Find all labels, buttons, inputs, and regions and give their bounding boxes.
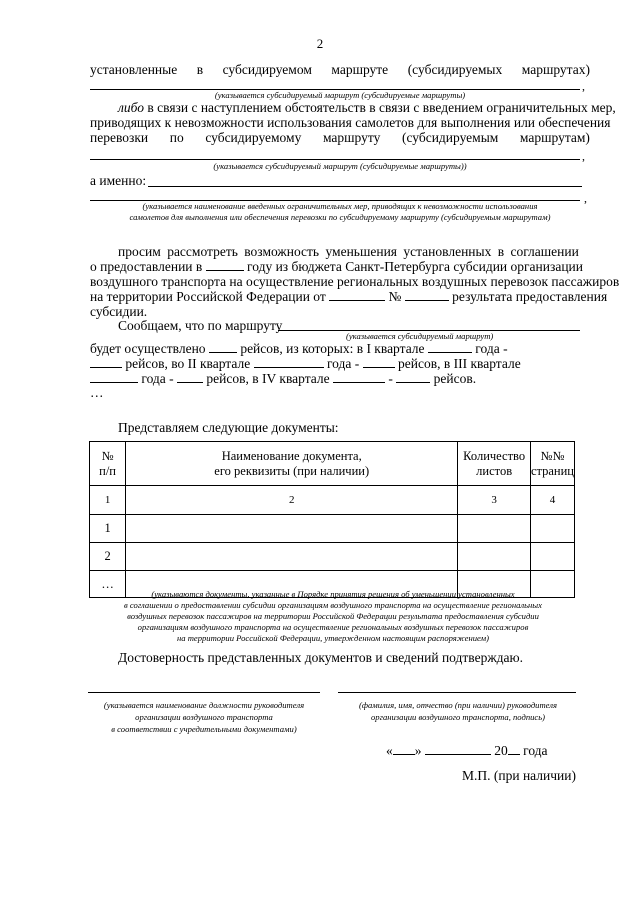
- documents-note-line: на территории Российской Федерации, утвержденном настоящим распоряжением): [176, 633, 490, 643]
- sheets-cell[interactable]: [458, 515, 531, 543]
- position-note: (указывается наименование должности руководителя организации воздушного транспорта в соответствии с учредительными документами): [103, 700, 305, 734]
- position-signature-line[interactable]: [88, 692, 320, 693]
- para1-word: маршруте: [331, 62, 389, 77]
- pages-cell[interactable]: [530, 515, 574, 543]
- para4-line2: рейсов, во II квартале года - рейсов, в III квартале: [90, 356, 590, 371]
- year-suffix-blank[interactable]: [508, 743, 520, 755]
- month-blank[interactable]: [425, 743, 491, 755]
- documents-note-line: (указываются документы, указанные в Порядке принятия решения об уменьшении установленных: [151, 589, 515, 599]
- para3-line3: воздушного транспорта на осуществление региональных воздушных перевозок пассажиров: [90, 274, 620, 289]
- name-signature-line[interactable]: [338, 692, 576, 693]
- document-name-cell[interactable]: [126, 543, 458, 571]
- namely-label: а именно:: [90, 173, 147, 188]
- sheets-cell[interactable]: [458, 543, 531, 571]
- documents-note-line: организациям воздушного транспорта на осуществление региональных воздушных перевозок пассажиров: [137, 622, 529, 632]
- row-number: …: [90, 571, 126, 598]
- column-header: Количество листов: [458, 442, 531, 486]
- para2-line2: приводящих к невозможности использования самолетов для выполнения или обеспечения: [90, 115, 611, 130]
- para2-either-word: либо: [118, 100, 144, 115]
- column-header: Наименование документа, его реквизиты (при наличии): [126, 442, 458, 486]
- namely-note-line2: самолетов для выполнения или обеспечения перевозки по субсидируемому маршруту (субсидируемым маршрутам): [129, 212, 551, 222]
- table-row: [90, 543, 575, 571]
- page-number: 2: [316, 36, 324, 51]
- name-signature-note: (фамилия, имя, отчество (при наличии) руководителя организации воздушного транспорта, подпись): [358, 700, 558, 722]
- column-number: 3: [458, 486, 531, 515]
- column-number: 4: [530, 486, 574, 515]
- para1-word: в: [196, 62, 204, 77]
- para1-word: маршрутах): [521, 62, 590, 77]
- document-page: 2 установленные в субсидируемом маршруте (субсидируемых маршрутах) , (указывается субсидируемый маршрут (субсидируемые маршруты) либо в связи с наступлением обстоятельств в связи с введением ограничительных мер, приводящих к невозможности использования самолетов для выполнения или обеспечения перевозки по субсидируемому маршруту (субсидируемым маршрутам) , (указывается субсидируемый маршрут (субсидируемые маршруты)) а именно: , (указывается наименование введенных ограничительных мер, приводящих к невозможности использования самолетов для выполнения или обеспечения перевозки по субсидируемому маршруту (субсидируемым маршрутам) просим рассмотреть возможность уменьшения установленных в соглашении о предоставлении в году из бюджета Санкт-Петербурга субсидии организации воздушного транспорта на осуществление региональных воздушных перевозок пассажиров на территории Российской Федерации от № результата предоставления субсидии. Сообщаем, что по маршруту (указывается субсидируемый маршрут) будет осуществлено рейсов, из которых: в I квартале года - рейсов, во II квартале года - рейсов, в III квартале года - рейсов, в IV квартале - рейсов. … Представляем следующие документы: № п/п Наименование документа, его реквизиты (при наличии) Количество листов №№ страниц 1 2 3 4 1 2 … (указываются документы, указанные в Порядке принятия решения об уменьшении установленных в соглашении о предоставлении субсидии организациям воздушного транспорта на осуществление региональных воздушных перевозок пассажиров на территории Российской Федерации результата предоставления субсидии организациям воздушного транспорта на осуществление региональных воздушных перевозок пассажиров на территории Российской Федерации, утвержденном настоящим распоряжением) Достоверность представленных документов и сведений подтверждаю. (указывается наименование должности руководителя организации воздушного транспорта в соответствии с учредительными документами) (фамилия, имя, отчество (при наличии) руководителя организации воздушного транспорта, подпись) « » 20 года М.П. (при наличии): [0, 0, 640, 905]
- para3-line2: о предоставлении в году из бюджета Санкт-Петербурга субсидии организации: [90, 259, 583, 274]
- namely-fill-line-1: [148, 186, 582, 187]
- para1-word: (субсидируемых: [407, 62, 503, 77]
- para1-word: субсидируемом: [222, 62, 312, 77]
- column-number: 2: [126, 486, 458, 515]
- para3-line1: просим рассмотреть возможность уменьшения установленных в соглашении: [118, 244, 579, 259]
- namely-note-line1: (указывается наименование введенных ограничительных мер, приводящих к невозможности использования: [142, 201, 538, 211]
- para2-line1: [90, 100, 616, 115]
- para2-line3: [90, 130, 590, 145]
- day-blank[interactable]: [393, 743, 415, 755]
- para2-word: маршрутам): [519, 130, 590, 145]
- column-number: 1: [90, 486, 126, 515]
- para1-line: [90, 62, 590, 77]
- para2-word: маршруту: [322, 130, 381, 145]
- date-blank: [329, 289, 385, 301]
- column-header: № п/п: [90, 442, 126, 486]
- para4-intro: Сообщаем, что по маршруту: [118, 318, 283, 333]
- documents-heading: Представляем следующие документы:: [118, 420, 339, 435]
- column-header: №№ страниц: [530, 442, 574, 486]
- table-column-numbers-row: [90, 486, 575, 515]
- route-note-1: (указывается субсидируемый маршрут (субсидируемые маршруты): [214, 90, 466, 100]
- route-note-2: (указывается субсидируемый маршрут (субсидируемые маршруты)): [213, 161, 467, 171]
- para2-word: субсидируемому: [205, 130, 302, 145]
- table-row: [90, 515, 575, 543]
- route-note-3: (указывается субсидируемый маршрут): [346, 331, 494, 341]
- pages-cell[interactable]: [530, 543, 574, 571]
- table-header-row: [90, 442, 575, 486]
- para3-line4: на территории Российской Федерации от № результата предоставления: [90, 289, 608, 304]
- para2-word: (субсидируемым: [401, 130, 499, 145]
- documents-note-line: воздушных перевозок пассажиров на территории Российской Федерации результата предоставления субсидии: [127, 611, 539, 621]
- documents-note-line: в соглашении о предоставлении субсидии организациям воздушного транспорта на осуществление региональных: [124, 600, 542, 610]
- para2-word: по: [169, 130, 184, 145]
- para1-word: установленные: [90, 62, 178, 77]
- number-blank: [405, 289, 449, 301]
- para2-line1-text: в связи с наступлением обстоятельств в связи с введением ограничительных мер,: [144, 100, 616, 115]
- confirmation-text: Достоверность представленных документов и сведений подтверждаю.: [118, 650, 523, 665]
- document-name-cell[interactable]: [126, 515, 458, 543]
- para2-word: перевозки: [90, 130, 149, 145]
- route-fill-line-2: [90, 159, 580, 160]
- date-line: « » 20 года: [386, 743, 548, 758]
- para4-line1: будет осуществлено рейсов, из которых: в I квартале года -: [90, 341, 508, 356]
- year-blank: [206, 259, 244, 271]
- stamp-place: М.П. (при наличии): [462, 768, 576, 783]
- para3-line5: субсидии.: [90, 304, 148, 319]
- row-number: 2: [90, 543, 126, 571]
- para4-ellipsis: …: [90, 385, 104, 400]
- para4-line3: года - рейсов, в IV квартале - рейсов.: [90, 371, 590, 386]
- row-number: 1: [90, 515, 126, 543]
- documents-table: [89, 441, 575, 598]
